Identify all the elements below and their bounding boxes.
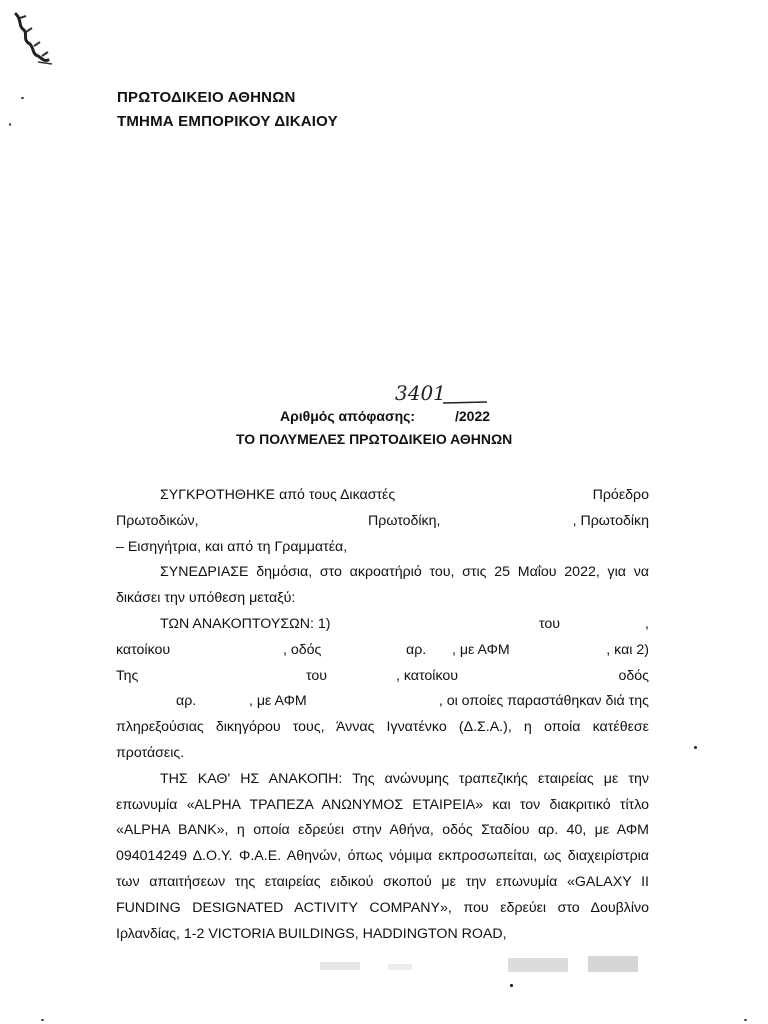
composition-text: Πρωτοδίκη, <box>368 512 441 529</box>
composition-text: Πρόεδρο <box>592 487 649 503</box>
plaintiffs-text: , με ΑΦΜ <box>249 693 307 710</box>
defendant-paragraph: ΤΗΣ ΚΑΘ' ΗΣ ΑΝΑΚΟΠΗ: Της ανώνυμης τραπεζικής εταιρείας με την επωνυμία «ALPHA ΤΡΑΠΕΖΑ ΑΝΩΝΥΜΟΣ ΕΤΑΙΡΕΙΑ» και τον διακριτικό τίτλο «ALPHA BANK», η οποία εδρεύει στην Αθήνα, οδός Σταδίου αρ. 40, με ΑΦΜ 094014249 Δ.Ο.Υ. Φ.Α.Ε. Αθηνών, όπως νόμιμα εκπροσωπείται, ως διαχειρίστρια των απαιτήσεων της εταιρείας ειδικού σκοπού με την επωνυμία «GALAXY II FUNDING DESIGNATED ACTIVITY COMPANY», που εδρεύει στο Δουβλίνο Ιρλανδίας, 1-2 VICTORIA BUILDINGS, HADDINGTON ROAD, <box>116 770 649 942</box>
composition-line-1 <box>116 483 649 509</box>
scan-mark <box>21 97 24 99</box>
plaintiffs-text: του <box>539 615 561 632</box>
plaintiffs-line-1 <box>116 612 649 638</box>
court-name: ΠΡΩΤΟΔΙΚΕΙΟ ΑΘΗΝΩΝ <box>117 89 296 106</box>
plaintiffs-text: ΤΩΝ ΑΝΑΚΟΠΤΟΥΣΩΝ: 1) <box>160 615 331 632</box>
plaintiffs-text: , <box>645 615 649 632</box>
composition-text: ΣΥΓΚΡΟΤΗΘΗΚΕ από τους Δικαστές <box>160 487 396 503</box>
plaintiffs-line-3 <box>116 664 649 690</box>
scan-mark <box>694 746 697 749</box>
composition-text: – Εισηγήτρια, και από τη Γραμματέα, <box>116 538 348 555</box>
session-paragraph: ΣΥΝΕΔΡΙΑΣΕ δημόσια, στο ακροατήριό του, στις 25 Μαΐου 2022, για να δικάσει την υπόθεση μεταξύ: <box>116 564 649 607</box>
court-seal-icon <box>8 10 60 74</box>
scan-mark <box>510 984 513 987</box>
plaintiffs-text: , οδός <box>283 641 322 658</box>
plaintiffs-text: αρ. <box>176 693 197 710</box>
scan-mark <box>9 123 11 126</box>
scan-mark <box>744 1019 747 1021</box>
plaintiffs-line-4 <box>116 689 649 715</box>
plaintiffs-text: , κατοίκου <box>396 667 459 684</box>
scan-mark <box>41 1019 44 1021</box>
plaintiffs-text: αρ. <box>406 641 427 658</box>
plaintiffs-text: , οι οποίες παραστάθηκαν διά της <box>438 693 649 710</box>
plaintiffs-text: κατοίκου <box>116 641 171 658</box>
composition-text: , Πρωτοδίκη <box>572 512 649 529</box>
court-department: ΤΜΗΜΑ ΕΜΠΟΡΙΚΟΥ ΔΙΚΑΙΟΥ <box>117 113 338 130</box>
decision-number-label: Αριθμός απόφασης: <box>280 408 416 424</box>
handwritten-number-text: 3401 <box>395 381 446 405</box>
decision-number-line <box>280 408 491 424</box>
plaintiffs-text: , με ΑΦΜ <box>452 641 510 658</box>
composition-line-3 <box>116 535 649 561</box>
plaintiffs-text: , και 2) <box>606 641 649 658</box>
plaintiffs-text: του <box>306 667 328 684</box>
plaintiffs-line-2 <box>116 638 649 664</box>
plaintiffs-counsel-paragraph: πληρεξούσιας δικηγόρου τους, Άννας Ιγνατένκο (Δ.Σ.Α.), η οποία κατέθεσε προτάσεις. <box>116 719 649 761</box>
plaintiffs-text: Της <box>116 667 139 684</box>
composition-line-2 <box>116 509 649 535</box>
court-title: ΤΟ ΠΟΛΥΜΕΛΕΣ ΠΡΩΤΟΔΙΚΕΙΟ ΑΘΗΝΩΝ <box>236 431 513 447</box>
plaintiffs-text: οδός <box>618 667 649 684</box>
court-header <box>117 86 338 134</box>
composition-text: Πρωτοδικών, <box>116 512 199 529</box>
document-body <box>116 483 649 947</box>
decision-year: /2022 <box>455 408 491 424</box>
scan-noise <box>318 952 648 982</box>
